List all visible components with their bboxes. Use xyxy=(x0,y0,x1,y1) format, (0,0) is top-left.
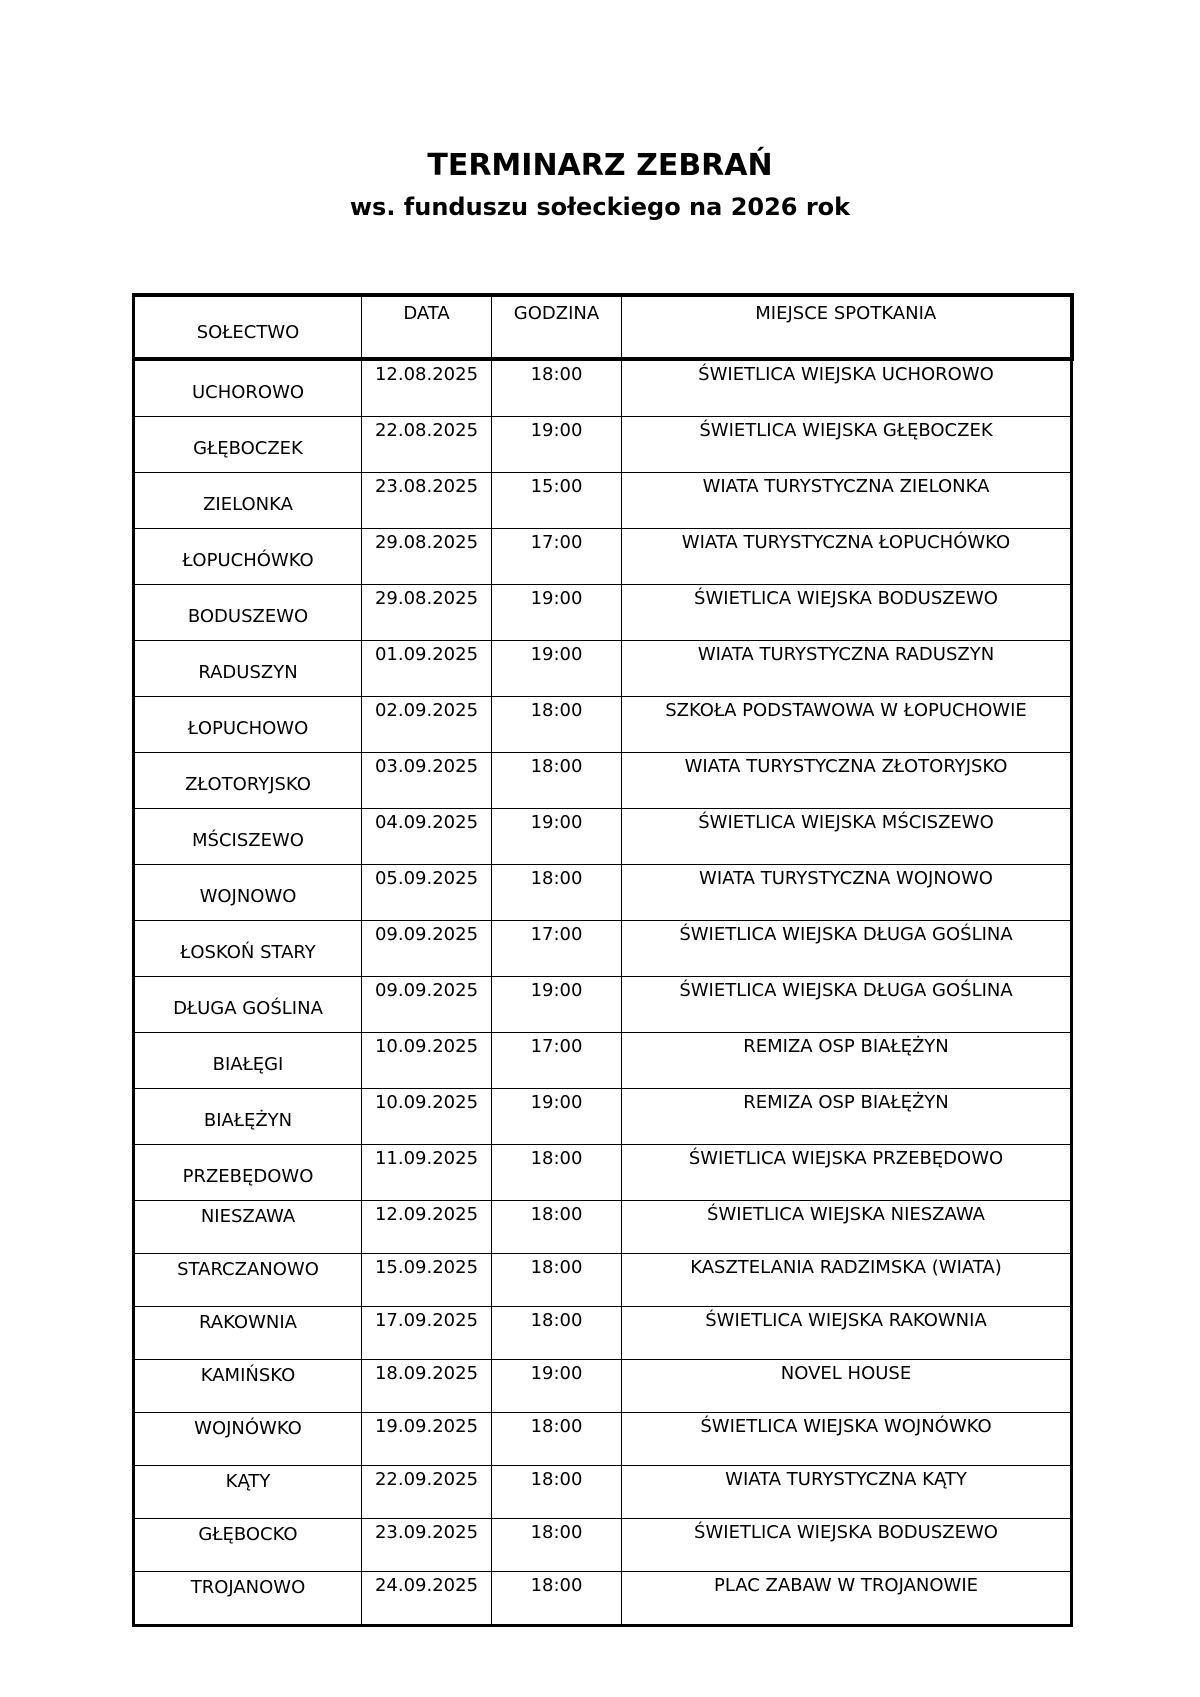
godzina-cell: 18:00 xyxy=(492,753,622,809)
godzina-cell: 19:00 xyxy=(492,417,622,473)
page-title: TERMINARZ ZEBRAŃ xyxy=(427,148,773,183)
table-header xyxy=(134,295,1072,359)
data-cell: 04.09.2025 xyxy=(362,809,492,865)
table-row xyxy=(134,1307,1072,1360)
miejsce-cell: NOVEL HOUSE xyxy=(622,1360,1072,1413)
solectwo-cell: MŚCISZEWO xyxy=(134,809,362,865)
solectwo-cell: ŁOSKOŃ STARY xyxy=(134,921,362,977)
miejsce-cell: WIATA TURYSTYCZNA WOJNOWO xyxy=(622,865,1072,921)
godzina-cell: 18:00 xyxy=(492,1145,622,1201)
miejsce-cell: WIATA TURYSTYCZNA ZŁOTORYJSKO xyxy=(622,753,1072,809)
table-row xyxy=(134,641,1072,697)
header-solectwo: SOŁECTWO xyxy=(134,295,362,359)
data-cell: 11.09.2025 xyxy=(362,1145,492,1201)
godzina-cell: 18:00 xyxy=(492,697,622,753)
miejsce-cell: ŚWIETLICA WIEJSKA RAKOWNIA xyxy=(622,1307,1072,1360)
data-cell: 01.09.2025 xyxy=(362,641,492,697)
solectwo-cell: RAKOWNIA xyxy=(134,1307,362,1360)
table-row xyxy=(134,1145,1072,1201)
data-cell: 09.09.2025 xyxy=(362,977,492,1033)
godzina-cell: 18:00 xyxy=(492,1201,622,1254)
table-row xyxy=(134,697,1072,753)
miejsce-cell: ŚWIETLICA WIEJSKA PRZEBĘDOWO xyxy=(622,1145,1072,1201)
data-cell: 18.09.2025 xyxy=(362,1360,492,1413)
solectwo-cell: BIAŁĘGI xyxy=(134,1033,362,1089)
table-row xyxy=(134,865,1072,921)
miejsce-cell: ŚWIETLICA WIEJSKA MŚCISZEWO xyxy=(622,809,1072,865)
solectwo-cell: TROJANOWO xyxy=(134,1572,362,1626)
godzina-cell: 18:00 xyxy=(492,1466,622,1519)
data-cell: 10.09.2025 xyxy=(362,1033,492,1089)
table-row xyxy=(134,1201,1072,1254)
data-cell: 03.09.2025 xyxy=(362,753,492,809)
data-cell: 24.09.2025 xyxy=(362,1572,492,1626)
solectwo-cell: RADUSZYN xyxy=(134,641,362,697)
table-row xyxy=(134,473,1072,529)
table-row xyxy=(134,1360,1072,1413)
table-row xyxy=(134,1572,1072,1626)
data-cell: 17.09.2025 xyxy=(362,1307,492,1360)
table-row xyxy=(134,921,1072,977)
meeting-schedule-table xyxy=(132,293,1074,1627)
solectwo-cell: GŁĘBOCKO xyxy=(134,1519,362,1572)
miejsce-cell: ŚWIETLICA WIEJSKA BODUSZEWO xyxy=(622,585,1072,641)
data-cell: 12.09.2025 xyxy=(362,1201,492,1254)
miejsce-cell: ŚWIETLICA WIEJSKA BODUSZEWO xyxy=(622,1519,1072,1572)
solectwo-cell: WOJNOWO xyxy=(134,865,362,921)
miejsce-cell: ŚWIETLICA WIEJSKA NIESZAWA xyxy=(622,1201,1072,1254)
miejsce-cell: REMIZA OSP BIAŁĘŻYN xyxy=(622,1089,1072,1145)
solectwo-cell: GŁĘBOCZEK xyxy=(134,417,362,473)
godzina-cell: 18:00 xyxy=(492,865,622,921)
table-row xyxy=(134,1413,1072,1466)
data-cell: 10.09.2025 xyxy=(362,1089,492,1145)
solectwo-cell: NIESZAWA xyxy=(134,1201,362,1254)
solectwo-cell: BIAŁĘŻYN xyxy=(134,1089,362,1145)
solectwo-cell: STARCZANOWO xyxy=(134,1254,362,1307)
miejsce-cell: REMIZA OSP BIAŁĘŻYN xyxy=(622,1033,1072,1089)
header-miejsce-spotkania: MIEJSCE SPOTKANIA xyxy=(622,295,1072,359)
godzina-cell: 18:00 xyxy=(492,1519,622,1572)
table-row xyxy=(134,809,1072,865)
data-cell: 19.09.2025 xyxy=(362,1413,492,1466)
table-row xyxy=(134,977,1072,1033)
godzina-cell: 19:00 xyxy=(492,1360,622,1413)
godzina-cell: 19:00 xyxy=(492,585,622,641)
solectwo-cell: KĄTY xyxy=(134,1466,362,1519)
data-cell: 05.09.2025 xyxy=(362,865,492,921)
solectwo-cell: UCHOROWO xyxy=(134,359,362,417)
godzina-cell: 18:00 xyxy=(492,1307,622,1360)
godzina-cell: 18:00 xyxy=(492,1572,622,1626)
table-row xyxy=(134,417,1072,473)
data-cell: 23.08.2025 xyxy=(362,473,492,529)
godzina-cell: 19:00 xyxy=(492,977,622,1033)
solectwo-cell: ŁOPUCHOWO xyxy=(134,697,362,753)
data-cell: 29.08.2025 xyxy=(362,585,492,641)
data-cell: 15.09.2025 xyxy=(362,1254,492,1307)
header-data: DATA xyxy=(362,295,492,359)
godzina-cell: 19:00 xyxy=(492,1089,622,1145)
godzina-cell: 17:00 xyxy=(492,529,622,585)
table-row xyxy=(134,585,1072,641)
solectwo-cell: ZŁOTORYJSKO xyxy=(134,753,362,809)
godzina-cell: 17:00 xyxy=(492,1033,622,1089)
miejsce-cell: ŚWIETLICA WIEJSKA UCHOROWO xyxy=(622,359,1072,417)
solectwo-cell: ŁOPUCHÓWKO xyxy=(134,529,362,585)
table-row xyxy=(134,359,1072,417)
godzina-cell: 18:00 xyxy=(492,359,622,417)
miejsce-cell: ŚWIETLICA WIEJSKA DŁUGA GOŚLINA xyxy=(622,977,1072,1033)
header-godzina: GODZINA xyxy=(492,295,622,359)
data-cell: 12.08.2025 xyxy=(362,359,492,417)
data-cell: 02.09.2025 xyxy=(362,697,492,753)
miejsce-cell: WIATA TURYSTYCZNA ŁOPUCHÓWKO xyxy=(622,529,1072,585)
godzina-cell: 15:00 xyxy=(492,473,622,529)
table-row xyxy=(134,1519,1072,1572)
table-row xyxy=(134,1033,1072,1089)
data-cell: 29.08.2025 xyxy=(362,529,492,585)
miejsce-cell: SZKOŁA PODSTAWOWA W ŁOPUCHOWIE xyxy=(622,697,1072,753)
godzina-cell: 19:00 xyxy=(492,641,622,697)
miejsce-cell: WIATA TURYSTYCZNA RADUSZYN xyxy=(622,641,1072,697)
miejsce-cell: WIATA TURYSTYCZNA KĄTY xyxy=(622,1466,1072,1519)
godzina-cell: 18:00 xyxy=(492,1254,622,1307)
godzina-cell: 19:00 xyxy=(492,809,622,865)
table-row xyxy=(134,529,1072,585)
table-body xyxy=(134,359,1072,1626)
miejsce-cell: ŚWIETLICA WIEJSKA GŁĘBOCZEK xyxy=(622,417,1072,473)
data-cell: 23.09.2025 xyxy=(362,1519,492,1572)
solectwo-cell: DŁUGA GOŚLINA xyxy=(134,977,362,1033)
miejsce-cell: KASZTELANIA RADZIMSKA (WIATA) xyxy=(622,1254,1072,1307)
miejsce-cell: PLAC ZABAW W TROJANOWIE xyxy=(622,1572,1072,1626)
table-row xyxy=(134,1089,1072,1145)
header-row xyxy=(134,295,1072,359)
page-subtitle: ws. funduszu sołeckiego na 2026 rok xyxy=(349,193,851,221)
table-row xyxy=(134,1254,1072,1307)
table-row xyxy=(134,1466,1072,1519)
godzina-cell: 18:00 xyxy=(492,1413,622,1466)
solectwo-cell: BODUSZEWO xyxy=(134,585,362,641)
solectwo-cell: PRZEBĘDOWO xyxy=(134,1145,362,1201)
godzina-cell: 17:00 xyxy=(492,921,622,977)
miejsce-cell: ŚWIETLICA WIEJSKA DŁUGA GOŚLINA xyxy=(622,921,1072,977)
data-cell: 09.09.2025 xyxy=(362,921,492,977)
miejsce-cell: WIATA TURYSTYCZNA ZIELONKA xyxy=(622,473,1072,529)
data-cell: 22.09.2025 xyxy=(362,1466,492,1519)
table-row xyxy=(134,753,1072,809)
miejsce-cell: ŚWIETLICA WIEJSKA WOJNÓWKO xyxy=(622,1413,1072,1466)
data-cell: 22.08.2025 xyxy=(362,417,492,473)
solectwo-cell: ZIELONKA xyxy=(134,473,362,529)
solectwo-cell: WOJNÓWKO xyxy=(134,1413,362,1466)
solectwo-cell: KAMIŃSKO xyxy=(134,1360,362,1413)
